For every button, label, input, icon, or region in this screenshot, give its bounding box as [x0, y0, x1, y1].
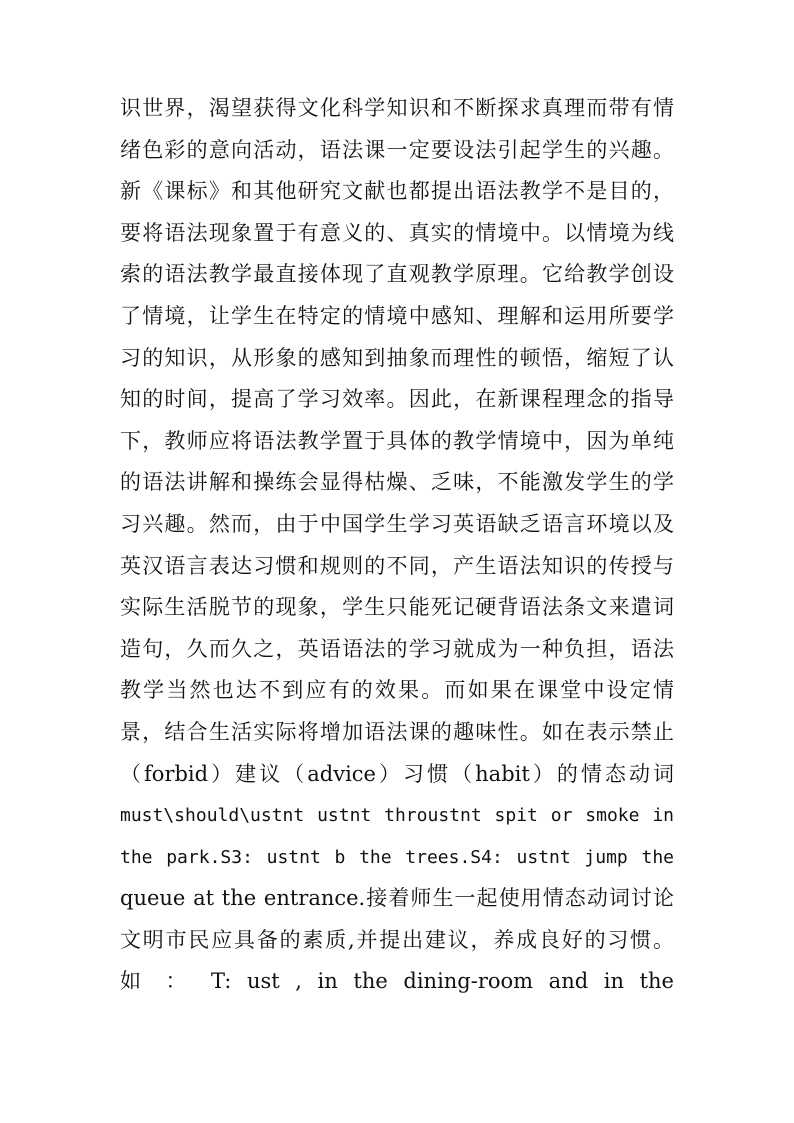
- text-line: 新《课标》和其他研究文献也都提出语法教学不是目的，: [120, 179, 674, 204]
- text-line: 下，教师应将语法教学置于具体的教学情境中，因为单纯: [120, 428, 674, 453]
- text-line: 要将语法现象置于有意义的、真实的情境中。以情境为线: [120, 220, 674, 245]
- text-line: the park.S3: ustnt b the trees.S4: ustnt jump the: [120, 846, 674, 868]
- text-line: 造句，久而久之，英语语法的学习就成为一种负担，语法: [120, 636, 674, 661]
- text-line: 绪色彩的意向活动，语法课一定要设法引起学生的兴趣。: [120, 137, 674, 162]
- text-line: 索的语法教学最直接体现了直观教学原理。它给教学创设: [120, 262, 674, 287]
- text-line: queue at the entrance.接着师生一起使用情态动词讨论: [120, 886, 674, 911]
- text-line: 识世界，渴望获得文化科学知识和不断探求真理而带有情: [120, 96, 674, 120]
- text-line: 习的知识，从形象的感知到抽象而理性的顿悟，缩短了认: [120, 345, 674, 370]
- text-line: 文明市民应具备的素质,并提出建议，养成良好的习惯。: [120, 927, 674, 952]
- text-line: 英汉语言表达习惯和规则的不同，产生语法知识的传授与: [120, 553, 674, 578]
- text-line: （forbid）建议（advice）习惯（habit）的情态动词: [120, 761, 674, 786]
- text-line: 景，结合生活实际将增加语法课的趣味性。如在表示禁止: [120, 719, 674, 744]
- text-line: 了情境，让学生在特定的情境中感知、理解和运用所要学: [120, 303, 674, 328]
- text-line: 知的时间，提高了学习效率。因此，在新课程理念的指导: [120, 387, 674, 412]
- text-line: 如 ： T: ust , in the dining-room and in the: [120, 969, 674, 994]
- text-line: 教学当然也达不到应有的效果。而如果在课堂中设定情: [120, 678, 674, 703]
- text-line: 实际生活脱节的现象，学生只能死记硬背语法条文来遣词: [120, 595, 674, 620]
- text-line: must\should\ustnt ustnt throustnt spit or smoke in: [120, 805, 674, 827]
- text-line: 的语法讲解和操练会显得枯燥、乏味，不能激发学生的学: [120, 470, 674, 495]
- body-paragraph: [120, 88, 674, 1003]
- text-line: 习兴趣。然而，由于中国学生学习英语缺乏语言环境以及: [120, 511, 674, 536]
